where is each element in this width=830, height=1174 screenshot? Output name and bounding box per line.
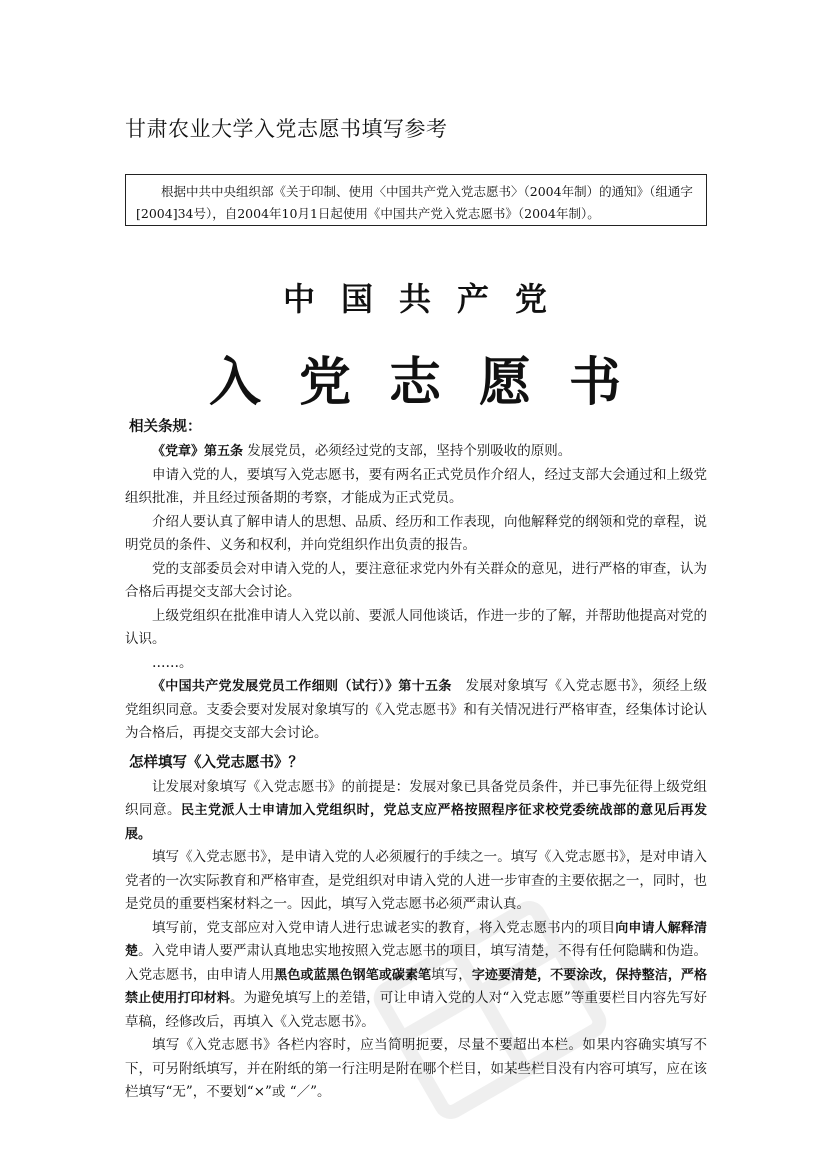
- howto-text: 。为避免填写上的差错，可让申请入党的人对“入党志愿”等重要栏目内容先写好草稿，经修改后，再填入《入党志愿书》。: [125, 990, 707, 1030]
- howto-paragraph: [125, 776, 707, 847]
- regulation-text: 发展党员，必须经过党的支部，坚持个别吸收的原则。: [243, 443, 572, 459]
- regulation-reference: 《中国共产党发展党员工作细则（试行）》第十五条: [152, 679, 452, 694]
- document-title: 甘肃农业大学入党志愿书填写参考: [125, 117, 448, 141]
- howto-paragraph: [125, 917, 707, 1035]
- heading-party-name: 中国共产党: [282, 280, 573, 318]
- regulation-paragraph: [125, 440, 707, 464]
- regulation-ellipsis: ……。: [152, 654, 193, 671]
- regulation-reference: 《党章》第五条: [152, 444, 244, 459]
- notice-box: [125, 174, 707, 226]
- section-regulations-title: 相关条规：: [129, 419, 202, 435]
- heading-application-form: 入党志愿书: [208, 353, 659, 413]
- howto-emphasis: 向申请人解释清楚: [125, 920, 707, 959]
- howto-text: 让发展对象填写《入党志愿书》的前提是：发展对象已具备党员条件，并已事先征得上级党组织同意。: [125, 778, 707, 818]
- howto-emphasis: 民主党派人士申请加入党组织时，党总支应严格按照程序征求校党委统战部的意见后再发展。: [125, 803, 707, 842]
- howto-text: 填写，: [431, 966, 472, 983]
- howto-paragraph: 填写《入党志愿书》，是申请入党的人必须履行的手续之一。填写《入党志愿书》，是对申请入党者的一次实际教育和严格审查，是党组织对申请入党的人进一步审查的主要依据之一，同时，也是党员的重要档案材料之一。因此，填写入党志愿书必须严肃认真。: [125, 849, 707, 912]
- regulation-paragraph: 申请入党的人，要填写入党志愿书，要有两名正式党员作介绍人，经过支部大会通过和上级党组织批准，并且经过预备期的考察，才能成为正式党员。: [125, 466, 707, 506]
- regulation-paragraph: [125, 675, 707, 746]
- regulation-paragraph: 上级党组织在批准申请人入党以前、要派人同他谈话，作进一步的了解，并帮助他提高对党的认识。: [125, 607, 707, 647]
- notice-text: 根据中共中央组织部《关于印制、使用〈中国共产党入党志愿书〉（2004年制）的通知》（组通字[2004]34号），自2004年10月1日起使用《中国共产党入党志愿书》（2004年制）。: [136, 184, 693, 221]
- howto-text: 填写前，党支部应对入党申请人进行忠诚老实的教育，将入党志愿书内的项目: [152, 919, 616, 936]
- regulation-text: 发展对象填写《入党志愿书》，须经上级党组织同意。支委会要对发展对象填写的《入党志愿书》和有关情况进行严格审查，经集体讨论认为合格后，再提交支部大会讨论。: [125, 678, 707, 741]
- howto-emphasis: 黑色或蓝黑色钢笔或碳素笔: [274, 967, 432, 983]
- howto-paragraph: 填写《入党志愿书》各栏内容时，应当简明扼要，尽量不要超出本栏。如果内容确实填写不下，可另附纸填写，并在附纸的第一行注明是附在哪个栏目，如某些栏目没有内容可填写，应在该栏填写“无”，不要划“×”或 “／”。: [125, 1037, 707, 1100]
- howto-text: 。入党申请人要严肃认真地忠实地按照入党志愿书的项目，填写清楚，不得有任何隐瞒和伪造。入党志愿书，由申请人用: [125, 943, 707, 983]
- regulation-paragraph: 党的支部委员会对申请入党的人，要注意征求党内外有关群众的意见，进行严格的审查，认为合格后再提交支部大会讨论。: [125, 560, 707, 600]
- howto-emphasis: 字迹要清楚，不要涂改，保持整洁，严格禁止使用打印材料: [125, 967, 708, 1006]
- document-body: [125, 414, 707, 1105]
- regulation-paragraph: 介绍人要认真了解申请人的思想、品质、经历和工作表现，向他解释党的纲领和党的章程，说明党员的条件、义务和权利，并向党组织作出负责的报告。: [125, 513, 707, 553]
- section-howto-title: 怎样填写《入党志愿书》？: [129, 754, 303, 771]
